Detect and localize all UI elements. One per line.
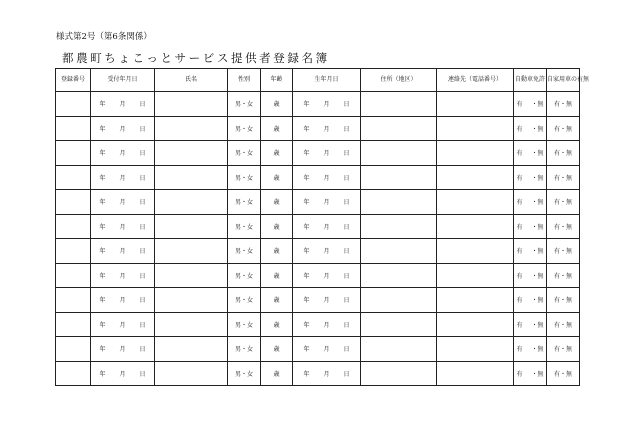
birth-date-cell[interactable] bbox=[293, 116, 361, 141]
registration-no-cell[interactable] bbox=[56, 239, 91, 264]
receipt-date-cell[interactable] bbox=[91, 361, 155, 386]
drivers-license-cell[interactable] bbox=[514, 263, 547, 288]
private-car-cell[interactable]: 有・無 bbox=[547, 190, 580, 215]
name-cell[interactable] bbox=[155, 312, 228, 337]
age-cell[interactable] bbox=[261, 190, 293, 215]
receipt-date-cell[interactable] bbox=[91, 165, 155, 190]
gender-cell[interactable]: 男・女 bbox=[228, 141, 261, 166]
header-birth-date: 生年月日 bbox=[293, 69, 361, 92]
gender-cell[interactable]: 男・女 bbox=[228, 337, 261, 362]
birth-date-cell[interactable] bbox=[293, 337, 361, 362]
name-cell[interactable] bbox=[155, 116, 228, 141]
yes-label: 有 bbox=[516, 125, 523, 133]
header-receipt-date: 受付年月日 bbox=[91, 69, 155, 92]
receipt-date-cell[interactable] bbox=[91, 288, 155, 313]
year-label: 年 bbox=[303, 174, 310, 182]
gender-cell[interactable]: 男・女 bbox=[228, 263, 261, 288]
address-cell[interactable] bbox=[361, 288, 437, 313]
registration-no-cell[interactable] bbox=[56, 165, 91, 190]
name-cell[interactable] bbox=[155, 288, 228, 313]
name-cell[interactable] bbox=[155, 165, 228, 190]
day-label: 日 bbox=[139, 272, 146, 280]
birth-date-cell[interactable] bbox=[293, 165, 361, 190]
year-label: 年 bbox=[303, 321, 310, 329]
private-car-cell[interactable]: 有・無 bbox=[547, 337, 580, 362]
age-unit-label: 歳 bbox=[273, 101, 280, 109]
registration-no-cell[interactable] bbox=[56, 312, 91, 337]
form-number: 様式第2号（第6条関係） bbox=[56, 32, 152, 42]
gender-cell[interactable]: 男・女 bbox=[228, 116, 261, 141]
address-cell[interactable] bbox=[361, 214, 437, 239]
registration-no-cell[interactable] bbox=[56, 263, 91, 288]
age-unit-label: 歳 bbox=[273, 272, 280, 280]
month-label: 月 bbox=[323, 321, 330, 329]
contact-cell[interactable] bbox=[437, 214, 514, 239]
name-cell[interactable] bbox=[155, 190, 228, 215]
address-cell[interactable] bbox=[361, 141, 437, 166]
license-choice-label: ・無 bbox=[531, 272, 544, 280]
age-unit-label: 歳 bbox=[273, 370, 280, 378]
private-car-cell[interactable]: 有・無 bbox=[547, 116, 580, 141]
month-label: 月 bbox=[323, 125, 330, 133]
registration-table bbox=[55, 68, 590, 386]
month-label: 月 bbox=[119, 272, 126, 280]
table-row bbox=[56, 288, 580, 313]
day-label: 日 bbox=[343, 101, 350, 109]
year-label: 年 bbox=[99, 199, 106, 207]
contact-cell[interactable] bbox=[437, 141, 514, 166]
name-cell[interactable] bbox=[155, 361, 228, 386]
contact-cell[interactable] bbox=[437, 263, 514, 288]
gender-cell[interactable]: 男・女 bbox=[228, 288, 261, 313]
license-choice-label: ・無 bbox=[531, 248, 544, 256]
month-label: 月 bbox=[119, 101, 126, 109]
address-cell[interactable] bbox=[361, 263, 437, 288]
day-label: 日 bbox=[343, 199, 350, 207]
private-car-cell[interactable]: 有・無 bbox=[547, 361, 580, 386]
day-label: 日 bbox=[139, 199, 146, 207]
private-car-cell[interactable]: 有・無 bbox=[547, 141, 580, 166]
year-label: 年 bbox=[99, 101, 106, 109]
contact-cell[interactable] bbox=[437, 239, 514, 264]
private-car-cell[interactable]: 有・無 bbox=[547, 312, 580, 337]
age-cell[interactable] bbox=[261, 165, 293, 190]
day-label: 日 bbox=[343, 125, 350, 133]
birth-date-cell[interactable] bbox=[293, 361, 361, 386]
table-row bbox=[56, 337, 580, 362]
month-label: 月 bbox=[119, 297, 126, 305]
yes-label: 有 bbox=[516, 101, 523, 109]
year-label: 年 bbox=[99, 346, 106, 354]
month-label: 月 bbox=[119, 199, 126, 207]
header-row bbox=[56, 69, 580, 92]
registration-no-cell[interactable] bbox=[56, 214, 91, 239]
age-cell[interactable] bbox=[261, 92, 293, 117]
address-cell[interactable] bbox=[361, 116, 437, 141]
contact-cell[interactable] bbox=[437, 312, 514, 337]
year-label: 年 bbox=[303, 272, 310, 280]
age-unit-label: 歳 bbox=[273, 248, 280, 256]
license-choice-label: ・無 bbox=[531, 346, 544, 354]
address-cell[interactable] bbox=[361, 190, 437, 215]
drivers-license-cell[interactable] bbox=[514, 116, 547, 141]
header-contact: 連絡先（電話番号） bbox=[437, 69, 514, 92]
table-row bbox=[56, 92, 580, 117]
month-label: 月 bbox=[323, 223, 330, 231]
age-unit-label: 歳 bbox=[273, 297, 280, 305]
address-cell[interactable] bbox=[361, 92, 437, 117]
address-cell[interactable] bbox=[361, 337, 437, 362]
yes-label: 有 bbox=[516, 321, 523, 329]
month-label: 月 bbox=[119, 150, 126, 158]
license-choice-label: ・無 bbox=[531, 150, 544, 158]
day-label: 日 bbox=[139, 370, 146, 378]
year-label: 年 bbox=[303, 125, 310, 133]
month-label: 月 bbox=[323, 248, 330, 256]
age-cell[interactable] bbox=[261, 141, 293, 166]
day-label: 日 bbox=[139, 174, 146, 182]
age-unit-label: 歳 bbox=[273, 174, 280, 182]
header-drivers-license: 自動車免許 bbox=[514, 69, 547, 92]
receipt-date-cell[interactable] bbox=[91, 312, 155, 337]
license-choice-label: ・無 bbox=[531, 223, 544, 231]
month-label: 月 bbox=[323, 174, 330, 182]
license-choice-label: ・無 bbox=[531, 297, 544, 305]
year-label: 年 bbox=[303, 297, 310, 305]
day-label: 日 bbox=[139, 346, 146, 354]
receipt-date-cell[interactable] bbox=[91, 263, 155, 288]
year-label: 年 bbox=[99, 272, 106, 280]
age-cell[interactable] bbox=[261, 263, 293, 288]
yes-label: 有 bbox=[516, 272, 523, 280]
month-label: 月 bbox=[323, 101, 330, 109]
address-cell[interactable] bbox=[361, 165, 437, 190]
month-label: 月 bbox=[119, 174, 126, 182]
name-cell[interactable] bbox=[155, 263, 228, 288]
birth-date-cell[interactable] bbox=[293, 239, 361, 264]
registration-no-cell[interactable] bbox=[56, 116, 91, 141]
header-name: 氏名 bbox=[155, 69, 228, 92]
age-cell[interactable] bbox=[261, 288, 293, 313]
table-row bbox=[56, 312, 580, 337]
private-car-cell[interactable]: 有・無 bbox=[547, 288, 580, 313]
month-label: 月 bbox=[119, 370, 126, 378]
year-label: 年 bbox=[303, 150, 310, 158]
age-cell[interactable] bbox=[261, 312, 293, 337]
header-gender: 性別 bbox=[228, 69, 261, 92]
day-label: 日 bbox=[343, 223, 350, 231]
drivers-license-cell[interactable] bbox=[514, 214, 547, 239]
private-car-cell[interactable]: 有・無 bbox=[547, 214, 580, 239]
name-cell[interactable] bbox=[155, 214, 228, 239]
gender-cell[interactable]: 男・女 bbox=[228, 239, 261, 264]
drivers-license-cell[interactable] bbox=[514, 141, 547, 166]
table-row bbox=[56, 263, 580, 288]
month-label: 月 bbox=[323, 370, 330, 378]
age-cell[interactable] bbox=[261, 116, 293, 141]
drivers-license-cell[interactable] bbox=[514, 361, 547, 386]
drivers-license-cell[interactable] bbox=[514, 288, 547, 313]
age-unit-label: 歳 bbox=[273, 346, 280, 354]
year-label: 年 bbox=[99, 150, 106, 158]
registration-no-cell[interactable] bbox=[56, 337, 91, 362]
age-cell[interactable] bbox=[261, 337, 293, 362]
receipt-date-cell[interactable] bbox=[91, 141, 155, 166]
contact-cell[interactable] bbox=[437, 92, 514, 117]
license-choice-label: ・無 bbox=[531, 199, 544, 207]
receipt-date-cell[interactable] bbox=[91, 92, 155, 117]
address-cell[interactable] bbox=[361, 312, 437, 337]
age-unit-label: 歳 bbox=[273, 199, 280, 207]
registration-no-cell[interactable] bbox=[56, 361, 91, 386]
year-label: 年 bbox=[99, 297, 106, 305]
year-label: 年 bbox=[99, 125, 106, 133]
year-label: 年 bbox=[303, 101, 310, 109]
day-label: 日 bbox=[343, 174, 350, 182]
yes-label: 有 bbox=[516, 346, 523, 354]
contact-cell[interactable] bbox=[437, 165, 514, 190]
license-choice-label: ・無 bbox=[531, 101, 544, 109]
drivers-license-cell[interactable] bbox=[514, 165, 547, 190]
day-label: 日 bbox=[139, 150, 146, 158]
birth-date-cell[interactable] bbox=[293, 288, 361, 313]
receipt-date-cell[interactable] bbox=[91, 239, 155, 264]
year-label: 年 bbox=[303, 346, 310, 354]
private-car-cell[interactable]: 有・無 bbox=[547, 239, 580, 264]
contact-cell[interactable] bbox=[437, 361, 514, 386]
contact-cell[interactable] bbox=[437, 190, 514, 215]
drivers-license-cell[interactable] bbox=[514, 92, 547, 117]
year-label: 年 bbox=[303, 370, 310, 378]
license-choice-label: ・無 bbox=[531, 125, 544, 133]
page-title: 都農町ちょこっとサービス提供者登録名簿 bbox=[62, 51, 330, 65]
day-label: 日 bbox=[343, 272, 350, 280]
year-label: 年 bbox=[99, 370, 106, 378]
yes-label: 有 bbox=[516, 297, 523, 305]
day-label: 日 bbox=[343, 321, 350, 329]
month-label: 月 bbox=[323, 272, 330, 280]
day-label: 日 bbox=[139, 321, 146, 329]
birth-date-cell[interactable] bbox=[293, 312, 361, 337]
private-car-cell[interactable]: 有・無 bbox=[547, 92, 580, 117]
contact-cell[interactable] bbox=[437, 116, 514, 141]
header-private-car: 自家用車の有無 bbox=[547, 69, 580, 92]
yes-label: 有 bbox=[516, 370, 523, 378]
table-row bbox=[56, 361, 580, 386]
year-label: 年 bbox=[99, 223, 106, 231]
gender-cell[interactable]: 男・女 bbox=[228, 92, 261, 117]
month-label: 月 bbox=[323, 150, 330, 158]
age-unit-label: 歳 bbox=[273, 321, 280, 329]
registration-no-cell[interactable] bbox=[56, 141, 91, 166]
age-unit-label: 歳 bbox=[273, 223, 280, 231]
age-unit-label: 歳 bbox=[273, 150, 280, 158]
birth-date-cell[interactable] bbox=[293, 141, 361, 166]
receipt-date-cell[interactable] bbox=[91, 337, 155, 362]
header-address: 住所（地区） bbox=[361, 69, 437, 92]
birth-date-cell[interactable] bbox=[293, 263, 361, 288]
drivers-license-cell[interactable] bbox=[514, 312, 547, 337]
gender-cell[interactable]: 男・女 bbox=[228, 361, 261, 386]
name-cell[interactable] bbox=[155, 141, 228, 166]
day-label: 日 bbox=[139, 248, 146, 256]
header-age: 年齢 bbox=[261, 69, 293, 92]
month-label: 月 bbox=[119, 223, 126, 231]
year-label: 年 bbox=[99, 174, 106, 182]
yes-label: 有 bbox=[516, 150, 523, 158]
address-cell[interactable] bbox=[361, 239, 437, 264]
drivers-license-cell[interactable] bbox=[514, 190, 547, 215]
table-row bbox=[56, 165, 580, 190]
contact-cell[interactable] bbox=[437, 288, 514, 313]
license-choice-label: ・無 bbox=[531, 174, 544, 182]
year-label: 年 bbox=[99, 248, 106, 256]
registration-no-cell[interactable] bbox=[56, 190, 91, 215]
day-label: 日 bbox=[343, 346, 350, 354]
day-label: 日 bbox=[139, 125, 146, 133]
month-label: 月 bbox=[119, 248, 126, 256]
table-row bbox=[56, 116, 580, 141]
month-label: 月 bbox=[323, 199, 330, 207]
gender-cell[interactable]: 男・女 bbox=[228, 312, 261, 337]
name-cell[interactable] bbox=[155, 337, 228, 362]
yes-label: 有 bbox=[516, 199, 523, 207]
license-choice-label: ・無 bbox=[531, 370, 544, 378]
day-label: 日 bbox=[139, 101, 146, 109]
name-cell[interactable] bbox=[155, 92, 228, 117]
drivers-license-cell[interactable] bbox=[514, 239, 547, 264]
day-label: 日 bbox=[343, 297, 350, 305]
table-row bbox=[56, 214, 580, 239]
day-label: 日 bbox=[139, 223, 146, 231]
receipt-date-cell[interactable] bbox=[91, 190, 155, 215]
contact-cell[interactable] bbox=[437, 337, 514, 362]
month-label: 月 bbox=[119, 321, 126, 329]
age-unit-label: 歳 bbox=[273, 125, 280, 133]
name-cell[interactable] bbox=[155, 239, 228, 264]
gender-cell[interactable]: 男・女 bbox=[228, 190, 261, 215]
yes-label: 有 bbox=[516, 248, 523, 256]
header-registration-no: 登録番号 bbox=[56, 69, 91, 92]
address-cell[interactable] bbox=[361, 361, 437, 386]
table-row bbox=[56, 239, 580, 264]
receipt-date-cell[interactable] bbox=[91, 116, 155, 141]
month-label: 月 bbox=[119, 346, 126, 354]
day-label: 日 bbox=[343, 370, 350, 378]
age-cell[interactable] bbox=[261, 214, 293, 239]
yes-label: 有 bbox=[516, 223, 523, 231]
private-car-cell[interactable]: 有・無 bbox=[547, 165, 580, 190]
year-label: 年 bbox=[303, 248, 310, 256]
birth-date-cell[interactable] bbox=[293, 92, 361, 117]
year-label: 年 bbox=[303, 223, 310, 231]
receipt-date-cell[interactable] bbox=[91, 214, 155, 239]
month-label: 月 bbox=[119, 125, 126, 133]
table-row bbox=[56, 141, 580, 166]
registration-no-cell[interactable] bbox=[56, 92, 91, 117]
year-label: 年 bbox=[99, 321, 106, 329]
birth-date-cell[interactable] bbox=[293, 214, 361, 239]
table-row bbox=[56, 190, 580, 215]
license-choice-label: ・無 bbox=[531, 321, 544, 329]
private-car-cell[interactable]: 有・無 bbox=[547, 263, 580, 288]
month-label: 月 bbox=[323, 346, 330, 354]
drivers-license-cell[interactable] bbox=[514, 337, 547, 362]
yes-label: 有 bbox=[516, 174, 523, 182]
age-cell[interactable] bbox=[261, 361, 293, 386]
birth-date-cell[interactable] bbox=[293, 190, 361, 215]
year-label: 年 bbox=[303, 199, 310, 207]
age-cell[interactable] bbox=[261, 239, 293, 264]
day-label: 日 bbox=[139, 297, 146, 305]
gender-cell[interactable]: 男・女 bbox=[228, 165, 261, 190]
day-label: 日 bbox=[343, 248, 350, 256]
month-label: 月 bbox=[323, 297, 330, 305]
day-label: 日 bbox=[343, 150, 350, 158]
gender-cell[interactable]: 男・女 bbox=[228, 214, 261, 239]
registration-no-cell[interactable] bbox=[56, 288, 91, 313]
